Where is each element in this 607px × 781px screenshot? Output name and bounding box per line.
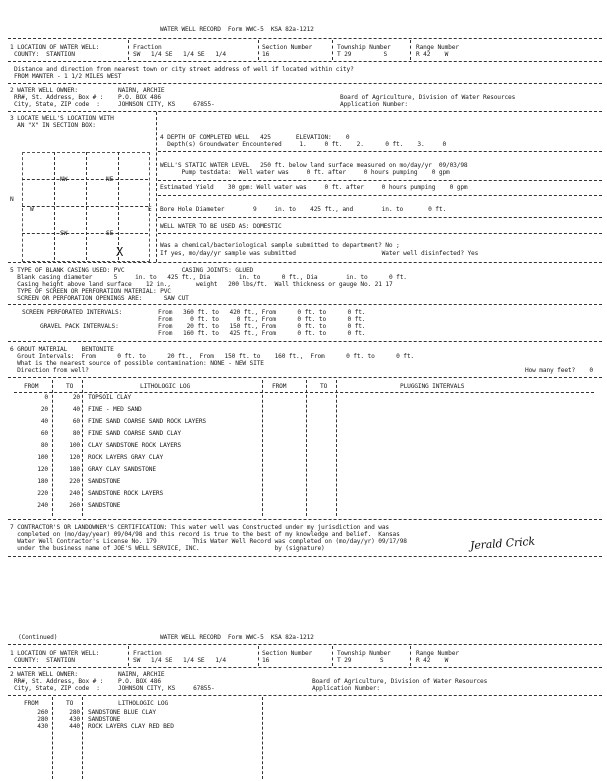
- log-cell-to: 20: [72, 394, 80, 401]
- log-header-to: TO: [66, 700, 74, 707]
- grid-label-ne: NE: [106, 176, 114, 183]
- log-header-from-2: FROM: [272, 383, 287, 390]
- address-label: RR#, St. Address, Box # :: [14, 678, 104, 685]
- gravel-interval-2: From 160 ft. to 425 ft., From 0 ft. to 0 ft.: [158, 330, 366, 337]
- township-value: T 29 S: [337, 51, 388, 58]
- log-cell-from: 60: [40, 430, 48, 437]
- divider: [258, 40, 259, 60]
- direction-from-well: Direction from well?: [10, 367, 89, 374]
- divider: [332, 40, 333, 60]
- chemical-sample: Was a chemical/bacteriological sample submitted to department? No ;: [160, 242, 400, 249]
- log-cell-to: 120: [69, 454, 80, 461]
- casing-diameter: Blank casing diameter 5 in. to 425 ft., Dia in. to 0 ft., Dia in. to 0 ft.: [10, 274, 407, 281]
- township-label: Township Number: [337, 650, 391, 657]
- log-cell-lith: TOPSOIL CLAY: [88, 394, 131, 401]
- log-header-to: TO: [66, 383, 74, 390]
- certification-line-1: 7 CONTRACTOR'S OR LANDOWNER'S CERTIFICATION: This water well was Constructed under my jurisdiction and was: [10, 524, 389, 531]
- city-value: JOHNSON CITY, KS 67855-: [118, 685, 215, 692]
- divider: [8, 667, 602, 668]
- log-cell-to: 100: [69, 442, 80, 449]
- section-number-label: Section Number: [262, 650, 313, 657]
- log-cell-lith: FINE SAND COARSE SAND ROCK LAYERS: [88, 418, 206, 425]
- divider: [128, 40, 129, 60]
- log-cell-from: 430: [37, 723, 48, 730]
- grid-label-sw: SW: [60, 230, 68, 237]
- contamination-source: What is the nearest source of possible contamination: NONE - NEW SITE: [10, 360, 264, 367]
- log-cell-lith: FINE SAND COARSE SAND CLAY: [88, 430, 181, 437]
- section-number-label: Section Number: [262, 44, 313, 51]
- column-line: [82, 380, 83, 516]
- screen-openings: SCREEN OR PERFORATION OPENINGS ARE: SAW CUT: [10, 295, 189, 302]
- compass-n: N: [10, 196, 14, 203]
- sample-date-disinfected: If yes, mo/day/yr sample was submitted Water well disinfected? Yes: [160, 250, 479, 257]
- screen-interval-1: From 360 ft. to 420 ft., From 0 ft. to 0 ft.: [158, 309, 366, 316]
- divider: [8, 519, 602, 520]
- divider: [332, 646, 333, 666]
- fraction-value: SW 1/4 SE 1/4 SE 1/4: [133, 51, 226, 58]
- log-cell-from: 240: [37, 502, 48, 509]
- column-line: [336, 380, 337, 516]
- log-cell-to: 220: [69, 478, 80, 485]
- divider: [258, 646, 259, 666]
- divider: [14, 392, 594, 393]
- divider: [8, 556, 602, 557]
- divider: [8, 61, 602, 62]
- compass-e: E: [148, 206, 152, 213]
- divider: [8, 262, 602, 263]
- divider: [158, 217, 602, 218]
- grid-label-se: SE: [106, 230, 114, 237]
- application-number: Application Number:: [312, 685, 380, 692]
- bore-hole-diameter: Bore Hole Diameter 9 in. to 425 ft., and in. to 0 ft.: [160, 206, 447, 213]
- column-line: [262, 697, 263, 779]
- screen-interval-2: From 0 ft. to 0 ft., From 0 ft. to 0 ft.: [158, 316, 366, 323]
- range-value: R 42 W: [416, 51, 449, 58]
- distance-answer: FROM MANTER - 1 1/2 MILES WEST: [14, 73, 122, 80]
- certification-line-3: Water Well Contractor's License No. 179 This Water Well Record was completed on (mo/day/yr) 09/17/98: [10, 538, 407, 545]
- log-cell-to: 280: [69, 709, 80, 716]
- log-cell-to: 60: [72, 418, 80, 425]
- log-cell-lith: SANDSTONE: [88, 502, 121, 509]
- log-header-lithologic: LITHOLOGIC LOG: [140, 383, 191, 390]
- casing-type: 5 TYPE OF BLANK CASING USED: PVC CASING JOINTS: GLUED: [10, 267, 254, 274]
- grout-material: 6 GROUT MATERIAL BENTONITE: [10, 346, 114, 353]
- divider: [8, 304, 602, 305]
- grid-line: [22, 179, 148, 180]
- range-value: R 42 W: [416, 657, 449, 664]
- log-cell-to: 260: [69, 502, 80, 509]
- column-line: [52, 380, 53, 516]
- log-header-to-2: TO: [320, 383, 328, 390]
- city-label: City, State, ZIP code :: [14, 685, 100, 692]
- gravel-intervals-label: GRAVEL PACK INTERVALS:: [40, 323, 119, 330]
- grid-line: [22, 233, 148, 234]
- divider: [8, 341, 602, 342]
- section-number-value: 16: [262, 657, 270, 664]
- log-cell-lith: SANDSTONE BLUE CLAY: [88, 709, 156, 716]
- application-number: Application Number:: [340, 101, 408, 108]
- well-depth: 4 DEPTH OF COMPLETED WELL 425 ELEVATION: 0: [160, 134, 350, 141]
- compass-w: W: [30, 206, 34, 213]
- log-cell-to: 180: [69, 466, 80, 473]
- county: COUNTY: STANTION: [14, 51, 75, 58]
- board-text: Board of Agriculture, Division of Water Resources: [340, 94, 516, 101]
- groundwater-depths: Depth(s) Groundwater Encountered 1. 0 ft. 2. 0 ft. 3. 0: [160, 141, 447, 148]
- locate-well-label: 3 LOCATE WELL'S LOCATION WITH: [10, 115, 114, 122]
- log-header-plugging: PLUGGING INTERVALS: [400, 383, 465, 390]
- city-value: JOHNSON CITY, KS 67855-: [118, 101, 215, 108]
- owner-value: NAIRN, ARCHIE: [118, 671, 165, 678]
- divider: [156, 112, 157, 262]
- county: COUNTY: STANTION: [14, 657, 75, 664]
- divider: [158, 233, 602, 234]
- log-cell-from: 0: [44, 394, 48, 401]
- city-label: City, State, ZIP code :: [14, 101, 100, 108]
- log-header-lithologic: LITHOLOGIC LOG: [118, 700, 169, 707]
- grout-intervals: Grout Intervals: From 0 ft. to 20 ft., From 150 ft. to 160 ft., From 0 ft. to 0 ft.: [10, 353, 414, 360]
- certification-line-2: completed on (mo/day/year) 09/04/98 and this record is true to the best of my knowledge and belief. Kansas: [10, 531, 400, 538]
- township-value: T 29 S: [337, 657, 384, 664]
- screen-intervals-label: SCREEN PERFORATED INTERVALS:: [22, 309, 123, 316]
- log-cell-lith: SANDSTONE: [88, 716, 121, 723]
- divider: [8, 644, 602, 645]
- divider: [128, 646, 129, 666]
- address-value: P.O. BOX 486: [118, 94, 161, 101]
- log-cell-to: 240: [69, 490, 80, 497]
- fraction-value: SW 1/4 SE 1/4 SE 1/4: [133, 657, 226, 664]
- owner-label: 2 WATER WELL OWNER:: [10, 671, 78, 678]
- divider: [8, 38, 602, 39]
- log-cell-from: 220: [37, 490, 48, 497]
- log-cell-to: 40: [72, 406, 80, 413]
- log-cell-lith: CLAY SANDSTONE ROCK LAYERS: [88, 442, 181, 449]
- range-label: Range Number: [416, 650, 459, 657]
- water-use: WELL WATER TO BE USED AS: DOMESTIC: [160, 223, 282, 230]
- township-label: Township Number: [337, 44, 391, 51]
- log-cell-from: 120: [37, 466, 48, 473]
- signature: Jerald Crick: [469, 534, 536, 553]
- divider: [158, 195, 602, 196]
- column-line: [82, 697, 83, 779]
- how-many-feet: How many feet? 0: [525, 367, 593, 374]
- divider: [410, 40, 411, 60]
- gravel-interval-1: From 20 ft. to 150 ft., From 0 ft. to 0 ft.: [158, 323, 366, 330]
- log-cell-from: 180: [37, 478, 48, 485]
- estimated-yield: Estimated Yield 30 gpm: Well water was 0 ft. after 0 hours pumping 0 gpm: [160, 184, 468, 191]
- range-label: Range Number: [416, 44, 459, 51]
- divider: [158, 151, 602, 152]
- log-cell-lith: SANDSTONE ROCK LAYERS: [88, 490, 164, 497]
- board-text: Board of Agriculture, Division of Water Resources: [312, 678, 488, 685]
- owner-label: 2 WATER WELL OWNER:: [10, 87, 78, 94]
- casing-height: Casing height above land surface 12 in., weight 200 lbs/ft. Wall thickness or gauge No. 21 17: [10, 281, 393, 288]
- form-title: WATER WELL RECORD Form WWC-5 KSA 82a-1212: [160, 26, 314, 33]
- log-cell-lith: FINE - MED SAND: [88, 406, 142, 413]
- divider: [8, 377, 602, 378]
- log-header-from: FROM: [24, 700, 39, 707]
- location-header: 1 LOCATION OF WATER WELL:: [10, 44, 100, 51]
- column-line: [52, 697, 53, 779]
- section-number-value: 16: [262, 51, 270, 58]
- column-line: [262, 380, 263, 516]
- log-cell-from: 40: [40, 418, 48, 425]
- grid-line: [22, 206, 148, 207]
- fraction-label: Fraction: [133, 650, 162, 657]
- location-header: 1 LOCATION OF WATER WELL:: [10, 650, 100, 657]
- form-title: WATER WELL RECORD Form WWC-5 KSA 82a-1212: [160, 634, 314, 641]
- well-location-mark: X: [116, 245, 124, 259]
- screen-material: TYPE OF SCREEN OR PERFORATION MATERIAL: PVC: [10, 288, 171, 295]
- pump-test-data: Pump testdata: Well water was 0 ft. after 0 hours pumping 0 gpm: [160, 169, 450, 176]
- fraction-label: Fraction: [133, 44, 162, 51]
- log-cell-from: 100: [37, 454, 48, 461]
- log-cell-from: 260: [37, 709, 48, 716]
- locate-well-label-2: AN "X" IN SECTION BOX:: [10, 122, 96, 129]
- log-header-from: FROM: [24, 383, 39, 390]
- divider: [410, 646, 411, 666]
- certification-line-4: under the business name of JOE'S WELL SERVICE, INC. by (signature): [10, 545, 325, 552]
- grid-label-nw: NW: [60, 176, 68, 183]
- log-cell-from: 80: [40, 442, 48, 449]
- divider: [8, 83, 602, 84]
- divider: [158, 180, 602, 181]
- log-cell-lith: GRAY CLAY SANDSTONE: [88, 466, 156, 473]
- column-line: [306, 380, 307, 516]
- owner-value: NAIRN, ARCHIE: [118, 87, 165, 94]
- log-cell-to: 430: [69, 716, 80, 723]
- address-value: P.O. BOX 486: [118, 678, 161, 685]
- address-label: RR#, St. Address, Box # :: [14, 94, 104, 101]
- log-cell-lith: ROCK LAYERS CLAY RED BED: [88, 723, 174, 730]
- divider: [8, 695, 602, 696]
- distance-question: Distance and direction from nearest town or city street address of well if located within city?: [14, 66, 354, 73]
- static-water-level: WELL'S STATIC WATER LEVEL 250 ft. below land surface measured on mo/day/yr 09/03/98: [160, 162, 468, 169]
- continued-label: (Continued): [18, 634, 58, 641]
- log-cell-to: 80: [72, 430, 80, 437]
- divider: [8, 111, 602, 112]
- log-cell-lith: ROCK LAYERS GRAY CLAY: [88, 454, 164, 461]
- log-cell-lith: SANDSTONE: [88, 478, 121, 485]
- log-cell-to: 440: [69, 723, 80, 730]
- log-cell-from: 280: [37, 716, 48, 723]
- log-cell-from: 20: [40, 406, 48, 413]
